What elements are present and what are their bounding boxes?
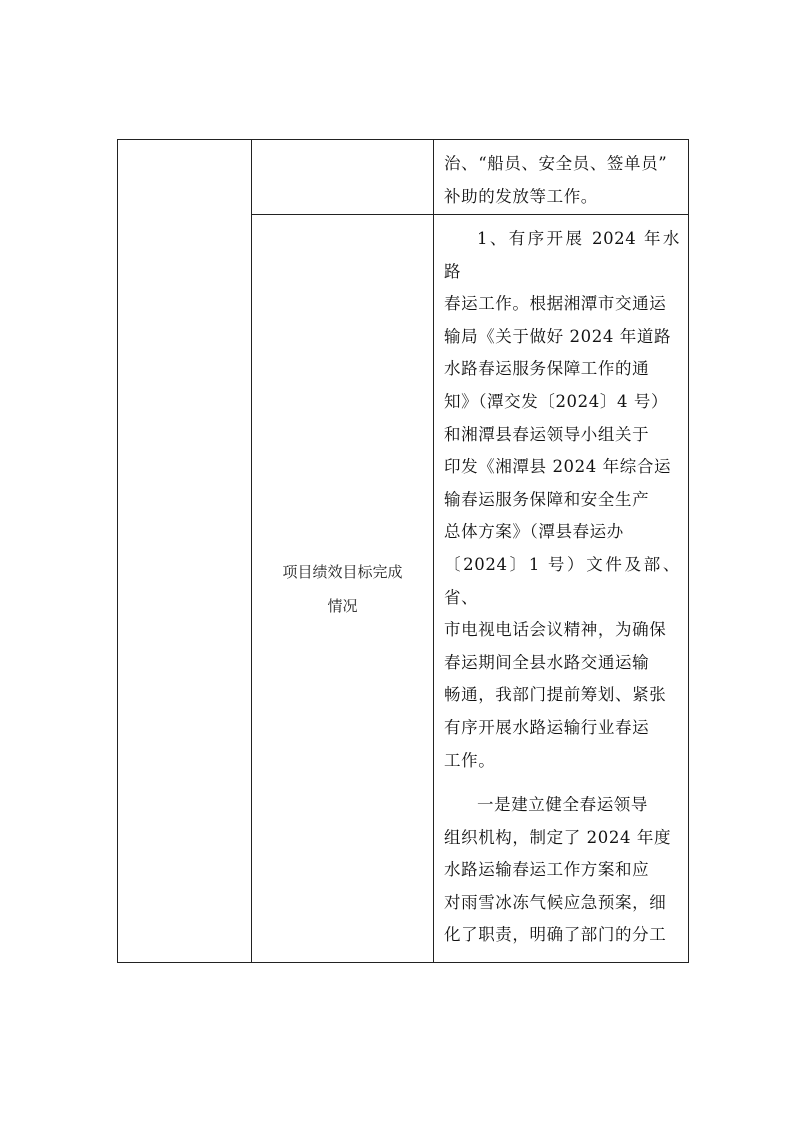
text-line: 总体方案》（潭县春运办 — [444, 522, 624, 542]
text-line: 印发《湘潭县 2024 年综合运 — [444, 457, 672, 477]
row-label-line: 项目绩效目标完成 — [282, 562, 403, 581]
text-line: 水路运输春运工作方案和应 — [444, 860, 650, 880]
text-line: 对雨雪冰冻气候应急预案，细 — [444, 892, 667, 912]
continued-text — [434, 140, 688, 213]
empty-label-cell — [252, 140, 434, 215]
text-line: 市电视电话会议精神，为确保 — [444, 620, 667, 640]
table-row — [118, 140, 689, 215]
text-line: 组织机构，制定了 2024 年度 — [444, 827, 672, 847]
content-cell — [434, 215, 689, 963]
text-line: 〔2024〕1 号）文件及部、省、 — [444, 554, 680, 607]
text-line: 输局《关于做好 2024 年道路 — [444, 326, 672, 346]
performance-table — [117, 139, 689, 963]
content-cell — [434, 140, 689, 215]
text-line: 有序开展水路运输行业春运 — [444, 717, 650, 737]
text-line: 知》（潭交发〔2024〕4 号） — [444, 391, 669, 411]
row-label — [252, 555, 433, 623]
text-line: 春运工作。根据湘潭市交通运 — [444, 294, 667, 314]
text-line: 水路春运服务保障工作的通 — [444, 359, 650, 379]
text-line: 治、“船员、安全员、签单员” — [444, 154, 668, 173]
row-label-line: 情况 — [327, 596, 358, 615]
text-line: 和湘潭县春运领导小组关于 — [444, 424, 650, 444]
text-line: 输春运服务保障和安全生产 — [444, 489, 650, 509]
text-line: 1、有序开展 2024 年水路 — [444, 229, 680, 281]
text-line: 畅通，我部门提前筹划、紧张 — [444, 685, 667, 705]
text-line: 春运期间全县水路交通运输 — [444, 652, 650, 672]
performance-text — [434, 215, 688, 952]
text-line: 化了职责，明确了部门的分工 — [444, 925, 667, 945]
label-cell — [252, 215, 434, 963]
text-line: 补助的发放等工作。 — [444, 186, 598, 206]
empty-category-cell — [118, 140, 252, 963]
text-line: 一是建立健全春运领导 — [477, 795, 648, 815]
text-line: 工作。 — [444, 750, 496, 770]
